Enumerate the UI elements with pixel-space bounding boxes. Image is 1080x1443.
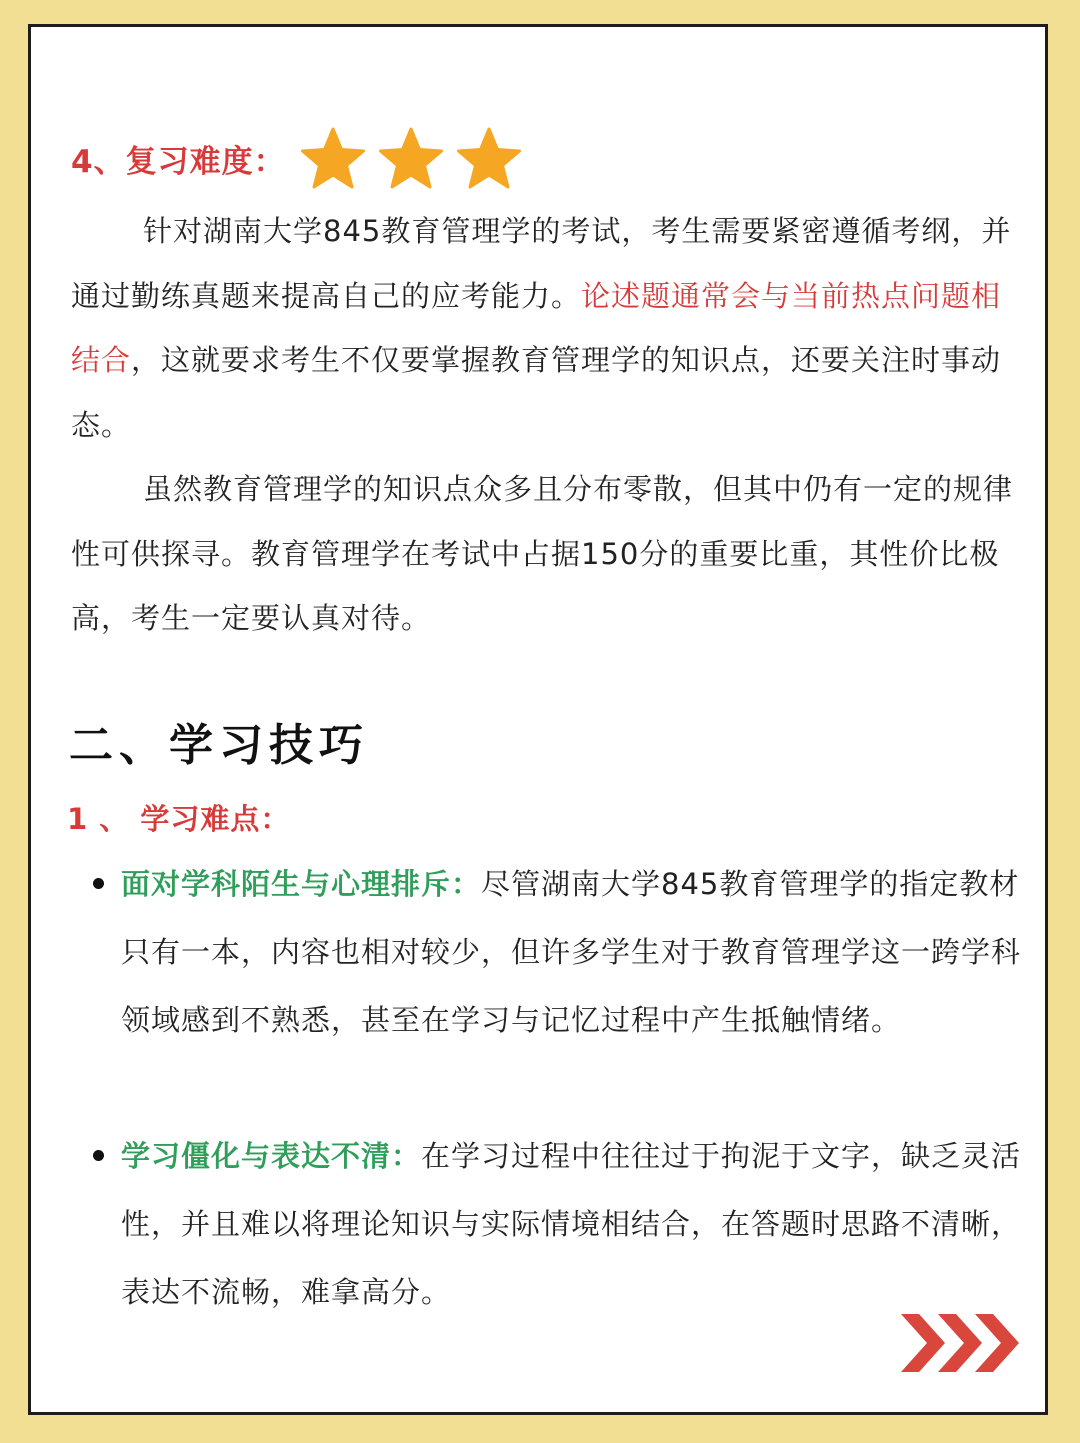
difficulty-label: 4、复习难度： [71,144,286,180]
paragraph-knowledge-points [71,457,1031,651]
bullet-dot [93,1150,104,1161]
sub-heading: 1 、 学习难点： [67,802,291,836]
bullet-item [121,850,1031,1054]
paragraph-exam-strategy [71,199,1031,457]
paragraph-highlight: 论述题通常会与当前热点问题相结合 [71,278,1002,377]
star-icon [378,127,444,190]
bullet-item [121,1122,1031,1326]
paragraph-text: 虽然教育管理学的知识点众多且分布零散，但其中仍有一定的规律性可供探寻。教育管理学在考试中占据150分的重要比重，其性价比极高，考生一定要认真对待。 [71,472,1014,635]
paragraph-text: 针对湖南大学845教育管理学的考试，考生需要紧密遵循考纲，并通过勤练真题来提高自己的应考能力。 [71,214,1012,313]
star-icon [300,127,366,190]
bullet-dot [93,878,104,889]
paragraph-text: ，这就要求考生不仅要掌握教育管理学的知识点，还要关注时事动态。 [71,343,1002,442]
triple-chevron-right-icon [899,1310,1025,1376]
difficulty-stars [300,127,522,190]
bullet-text: 尽管湖南大学845教育管理学的指定教材只有一本，内容也相对较少，但许多学生对于教育管理学这一跨学科领域感到不熟悉，甚至在学习与记忆过程中产生抵触情绪。 [121,867,1022,1037]
content-card [28,24,1048,1415]
bullet-text: 在学习过程中往往过于拘泥于文字，缺乏灵活性，并且难以将理论知识与实际情境相结合，在答题时思路不清晰，表达不流畅，难拿高分。 [121,1139,1022,1309]
difficulty-row [71,127,522,190]
bullet-title: 面对学科陌生与心理排斥： [121,867,482,901]
section-title: 二、学习技巧 [69,720,369,771]
star-icon [456,127,522,190]
bullet-title: 学习僵化与表达不清： [121,1139,422,1173]
